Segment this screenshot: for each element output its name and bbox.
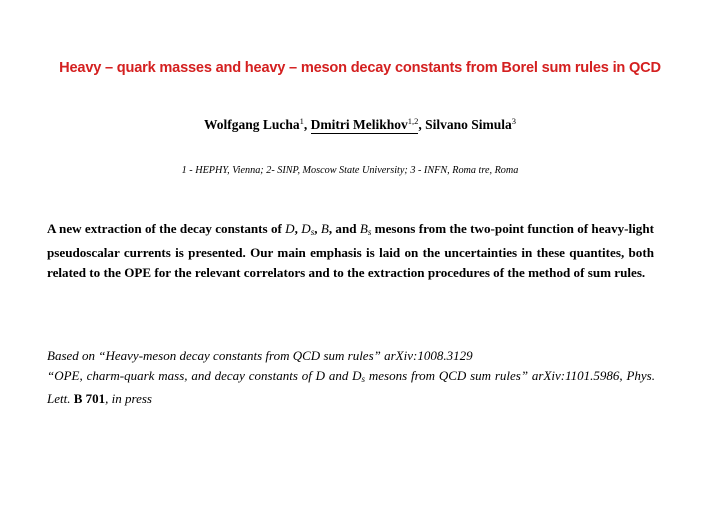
abstract-text: , xyxy=(294,221,302,236)
author-lucha: Wolfgang Lucha xyxy=(203,117,300,132)
abstract-text: , and xyxy=(328,221,360,236)
author-simula: Silvano Simula xyxy=(425,117,512,132)
math-B: B xyxy=(320,221,329,236)
abstract-text: A new extraction of the decay constants of xyxy=(47,221,286,236)
author-simula-affil: 3 xyxy=(511,116,517,126)
author-melikhov-name: Dmitri Melikhov xyxy=(310,117,408,132)
math-Ds: D xyxy=(301,221,311,236)
affiliations: 1 - HEPHY, Vienna; 2- SINP, Moscow State University; 3 - INFN, Roma tre, Roma xyxy=(181,165,519,176)
page-title: Heavy – quark masses and heavy – meson decay constants from Borel sum rules in QCD xyxy=(59,60,661,76)
author-separator: , xyxy=(418,117,426,132)
math-Bs: B xyxy=(359,221,368,236)
reference-2-text: “OPE, charm-quark mass, and decay constants of D and D xyxy=(47,367,362,383)
author-melikhov-affil: 1,2 xyxy=(407,116,419,126)
abstract-text: , xyxy=(314,221,321,236)
abstract xyxy=(47,219,654,284)
reference-2-text: , in press xyxy=(105,391,152,406)
reference-2-text: mesons from QCD sum rules” arXiv:1101.5986, Phys. Lett. xyxy=(47,367,655,406)
math-Bs-sub: s xyxy=(367,227,372,237)
references xyxy=(47,346,655,409)
author-list xyxy=(0,116,720,133)
reference-2-volume: B 701 xyxy=(73,391,106,406)
reference-2-sub: s xyxy=(361,373,366,384)
author-melikhov xyxy=(311,117,419,134)
reference-2 xyxy=(47,366,655,409)
math-D: D xyxy=(285,221,295,236)
reference-1: Based on “Heavy-meson decay constants from QCD sum rules” arXiv:1008.3129 xyxy=(47,348,473,363)
author-separator: , xyxy=(303,117,311,132)
math-Ds-sub: s xyxy=(310,227,315,237)
author-lucha-affil: 1 xyxy=(299,116,304,126)
abstract-text: mesons from the two-point function of heavy-light pseudoscalar currents is presented. Our main emphasis is laid on the uncertainties in these quantites, both related to the OPE for the relevant correlators and to the extraction procedures of the method of sum rules. xyxy=(47,221,654,280)
